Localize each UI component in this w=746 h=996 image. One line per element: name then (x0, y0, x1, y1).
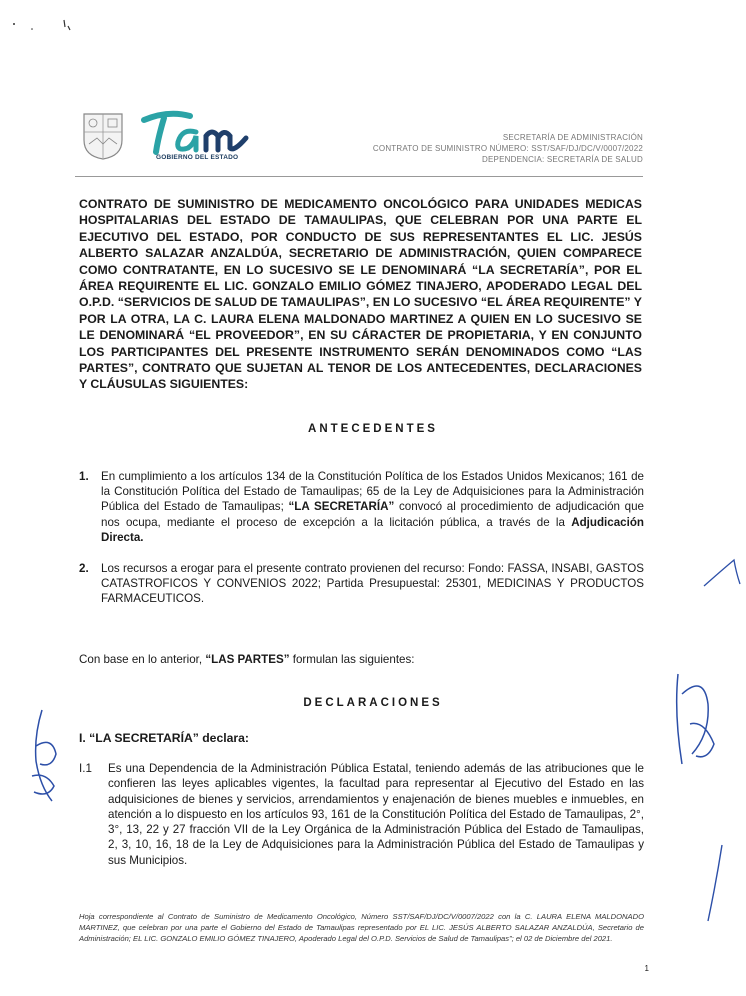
item-text: Los recursos a erogar para el presente contrato provienen del recurso: Fondo: FASSA, INSABI, GASTOS CATASTROFICOS Y CONVENIOS 2022; Partida Presupuestal: 25301, MEDICINAS Y PRODUCTOS FARMACEUTICOS. (101, 562, 644, 606)
signature-left (22, 706, 66, 811)
scan-mark (10, 16, 80, 41)
item-number: I.1 (79, 762, 92, 775)
declaraciones-heading: DECLARACIONES (303, 697, 443, 709)
header-divider (75, 176, 643, 177)
header-line-secretaria: SECRETARÍA DE ADMINISTRACIÓN (502, 133, 643, 142)
antecedentes-heading: ANTECEDENTES (308, 423, 438, 435)
logo-caption: GOBIERNO DEL ESTADO (156, 154, 239, 161)
antecedente-item-2 (79, 561, 644, 607)
signature-stroke-bottom (700, 843, 730, 928)
contract-title: CONTRATO DE SUMINISTRO DE MEDICAMENTO ONCOLÓGICO PARA UNIDADES MEDICAS HOSPITALARIAS DEL ESTADO DE TAMAULIPAS, QUE CELEBRAN POR UNA PARTE EL EJECUTIVO DEL ESTADO, POR CONDUCTO DE SUS REPRESENTANTES EL LIC. JESÚS ALBERTO SALAZAR ANZALDÚA, SECRETARIO DE ADMINISTRACIÓN, QUIEN COMPARECE COMO CONTRATANTE, EN LO SUCESIVO SE LE DENOMINARÁ “LA SECRETARÍA”, POR EL ÁREA REQUIRENTE EL LIC. GONZALO EMILIO GÓMEZ TINAJERO, APODERADO LEGAL DEL O.P.D. “SERVICIOS DE SALUD DE TAMAULIPAS”, EN LO SUCESIVO “EL ÁREA REQUIRENTE” Y POR LA OTRA, LA C. LAURA ELENA MALDONADO MARTINEZ A QUIEN EN LO SUCESIVO SE LE DENOMINARÁ “EL PROVEEDOR”, EN SU CÁRACTER DE PROPIETARIA, Y EN CONJUNTO LOS PARTICIPANTES DEL PRESENTE INSTRUMENTO SERÁN DENOMINADOS COMO “LAS PARTES”, CONTRATO QUE SUJETAN AL TENOR DE LOS ANTECEDENTES, DECLARACIONES Y CLÁUSULAS SIGUIENTES: (79, 197, 642, 392)
declaraciones-subheading: I. “LA SECRETARÍA” declara: (79, 731, 249, 745)
declaracion-item-1-1 (79, 761, 644, 868)
header-line-dependencia: DEPENDENCIA: SECRETARÍA DE SALUD (482, 155, 643, 164)
item-number: 1. (79, 470, 89, 483)
state-crest-icon (80, 110, 126, 160)
page-number: 1 (644, 964, 649, 973)
document-header (373, 132, 643, 165)
signature-right (664, 664, 724, 779)
header-line-contrato: CONTRATO DE SUMINISTRO NÚMERO: SST/SAF/DJ/DC/V/0007/2022 (372, 144, 643, 153)
antecedente-item-1 (79, 469, 644, 545)
item-text: Es una Dependencia de la Administración Pública Estatal, teniendo además de las atribuciones que le confieren las leyes aplicables vigentes, la facultad para representar al Ejecutivo del Estado en las adquisiciones de bienes y servicios, arrendamientos y enajenación de bienes muebles e inmuebles, en atención a lo dispuesto en los artículos 93, 161 de la Constitución Política del Estado de Tamaulipas, 2°, 3°, 13, 22 y 27 fracción VII de la Ley Orgánica de la Administración Pública del Estado de Tamaulipas, 2, 3, 10, 16, 18 de la Ley de Adquisiciones para la Administración Pública del Estado de Tamaulipas y sus Municipios. (108, 762, 644, 867)
item-number: 2. (79, 562, 89, 575)
page-footer: Hoja correspondiente al Contrato de Suministro de Medicamento Oncológico, Número SST/SAF/DJ/DC/V/0007/2022 con la C. LAURA ELENA MALDONADO MARTINEZ, que celebran por una parte el Gobierno del Estado de Tamaulipas representado por EL LIC. JESÚS ALBERTO SALAZAR ANZALDÚA, Secretario de Administración; EL LIC. GONZALO EMILIO GÓMEZ TINAJERO, Apoderado Legal del O.P.D. Servicios de Salud de Tamaulipas”; el 02 de Diciembre del 2021. (79, 912, 644, 943)
intro-paragraph: Con base en lo anterior, “LAS PARTES” formulan las siguientes: (79, 653, 415, 666)
item-text: En cumplimiento a los artículos 134 de la Constitución Política de los Estados Unidos Mexicanos; 161 de la Constitución Política del Estado de Tamaulipas; 65 de la Ley de Adquisiciones para la Administración Pública del Estado de Tamaulipas; “LA SECRETARÍA” convocó al procedimiento de adjudicación que nos ocupa, mediante el proceso de excepción a la licitación pública, a través de la Adjudicación Directa. (101, 470, 645, 544)
signature-mark-top (694, 556, 744, 601)
